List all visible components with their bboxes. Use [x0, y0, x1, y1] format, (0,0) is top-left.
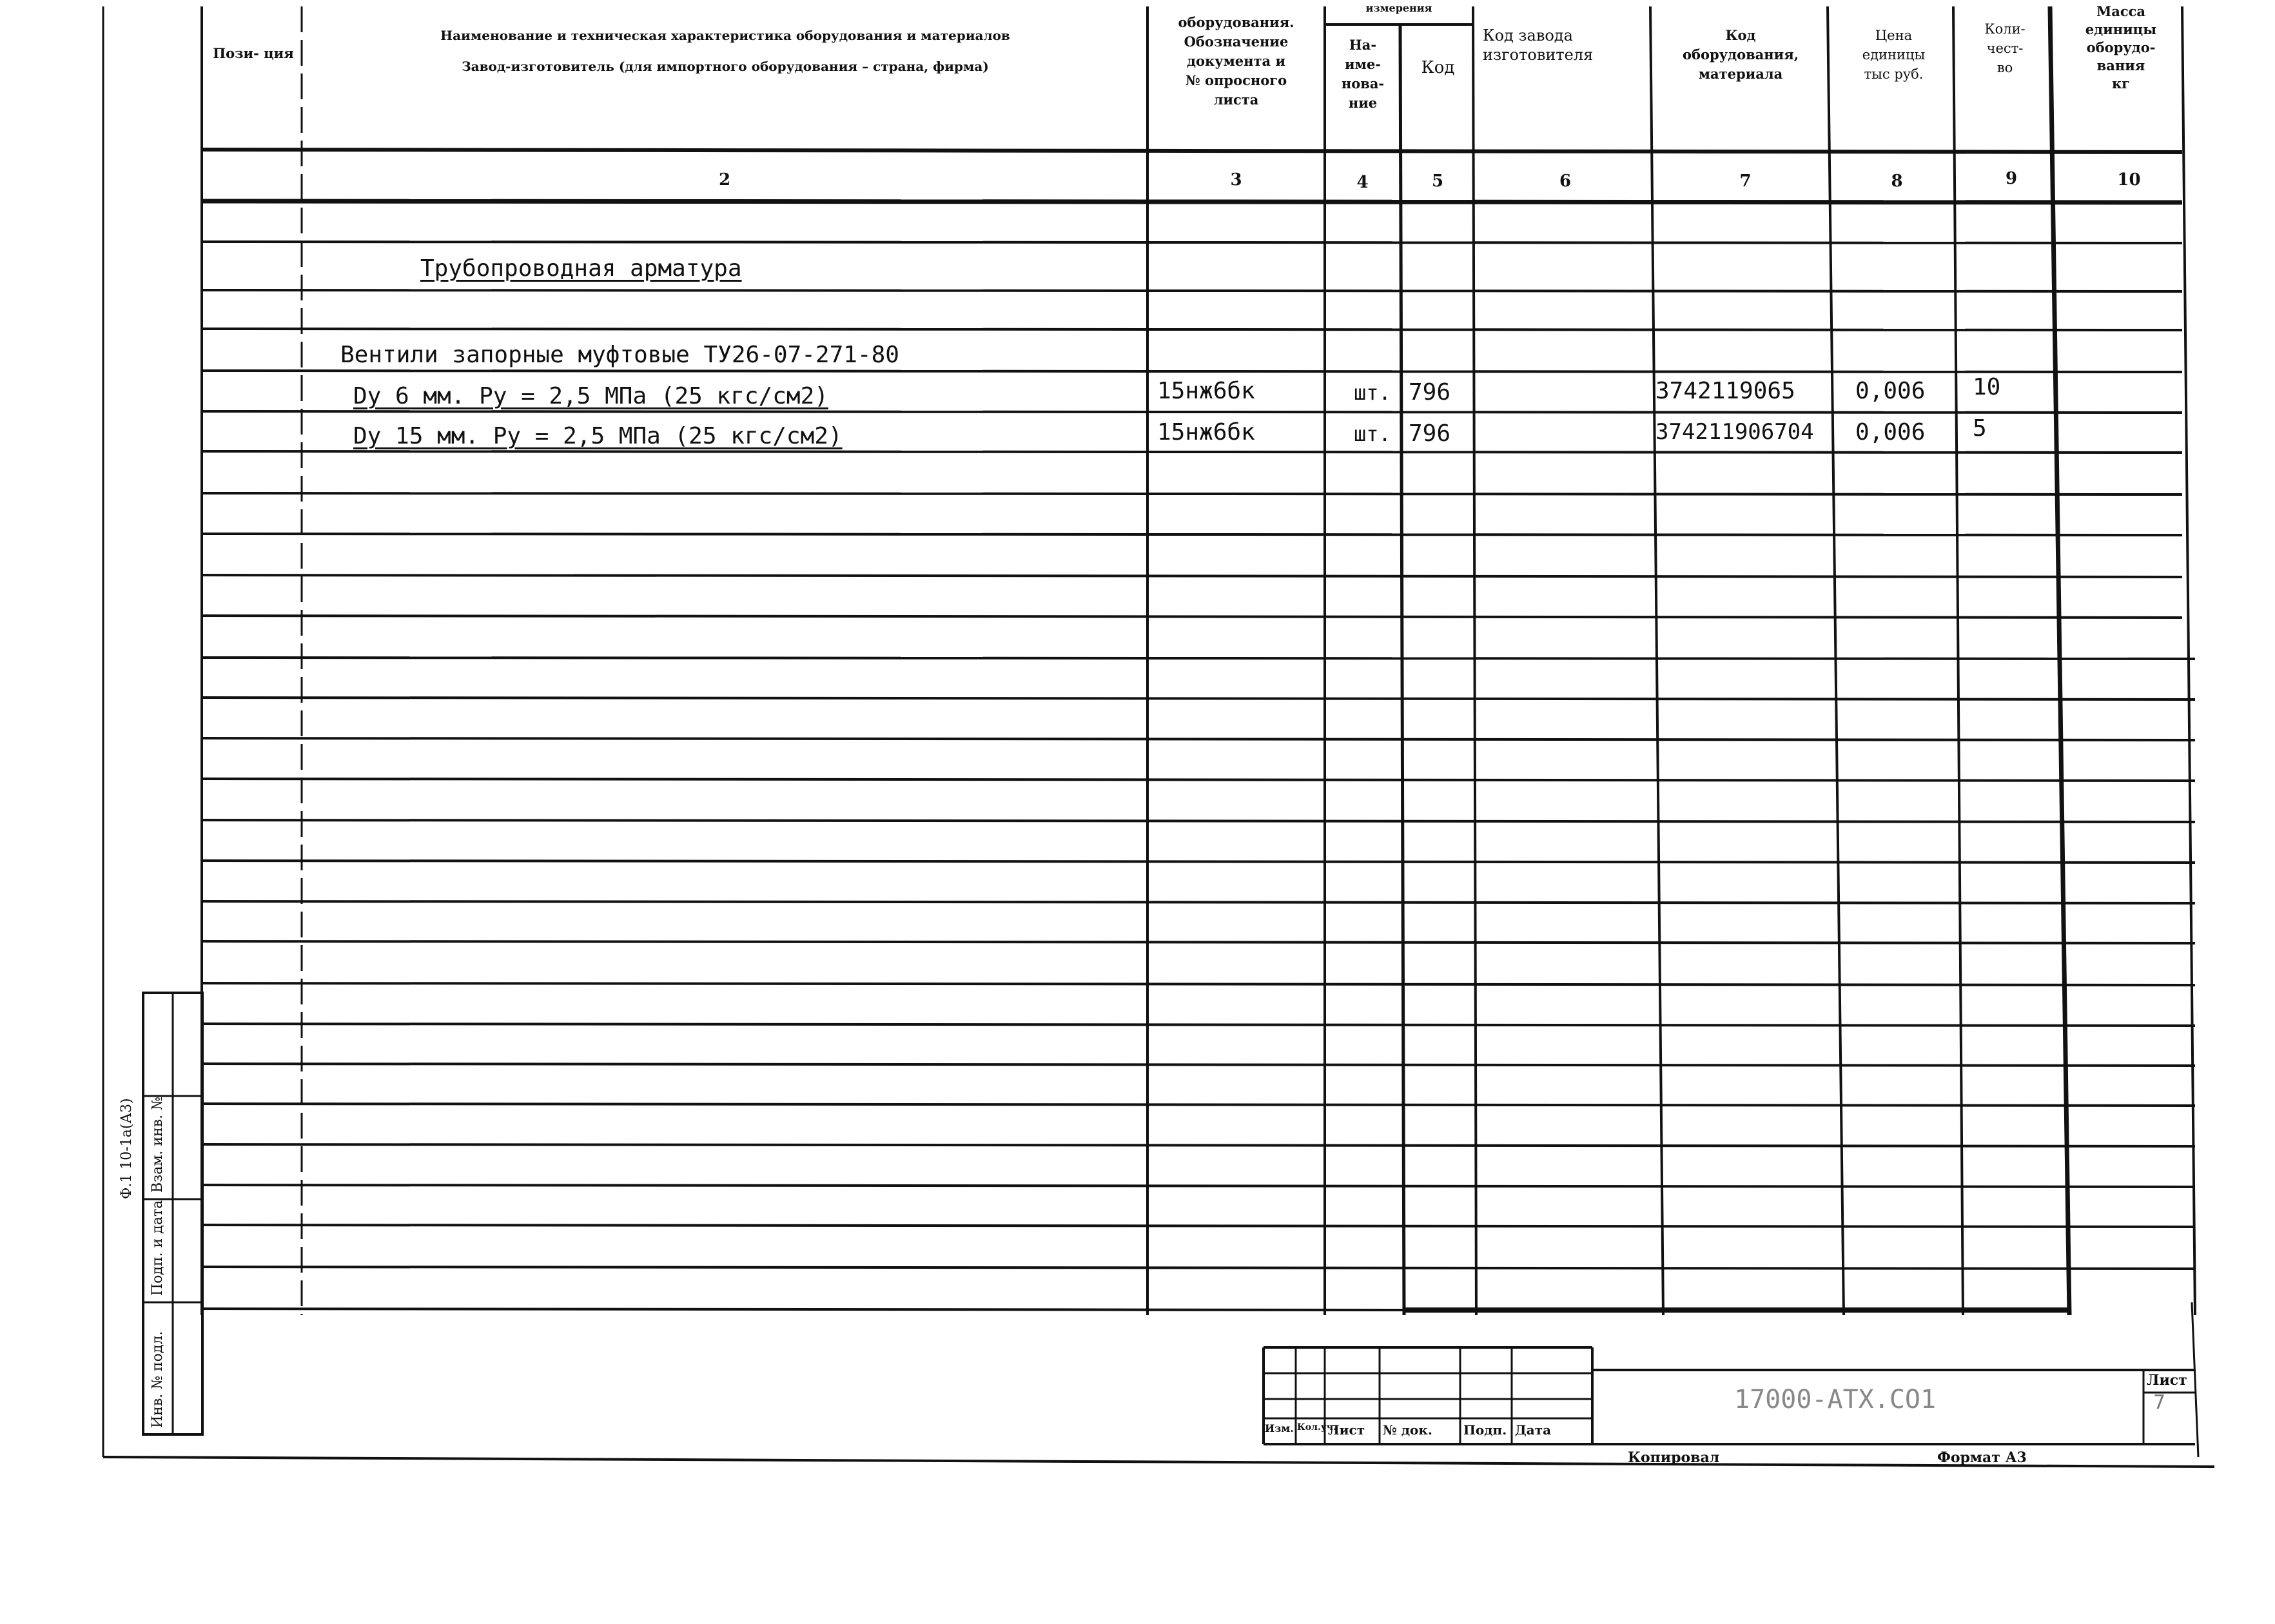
header-type: оборудования. Обозначение документа и № опросного листа	[1178, 14, 1294, 108]
row-1-price: 0,006	[1855, 378, 1926, 404]
title-label-sign: Подп.	[1463, 1422, 1507, 1438]
header-plant-code: Код завода изготовителя	[1483, 26, 1594, 64]
column-number-10: 10	[2117, 170, 2141, 190]
footer-copied: Копировал	[1628, 1449, 1720, 1466]
row-2-unit-code: 796	[1409, 420, 1451, 447]
title-label-date: Дата	[1515, 1422, 1552, 1438]
header-position: Пози- ция	[213, 45, 294, 61]
row-1-material-code: 3742119065	[1655, 378, 1795, 404]
sheet-label: Лист	[2147, 1372, 2187, 1389]
column-number-2: 2	[718, 170, 731, 190]
header-name-line1: Наименование и техническая характеристика оборудования и материалов	[440, 28, 1010, 43]
group-title: Вентили запорные муфтовые ТУ26-07-271-80	[340, 342, 899, 368]
row-1-quantity: 10	[1973, 374, 2001, 400]
column-number-9: 9	[2005, 169, 2018, 188]
column-number-8: 8	[1891, 171, 1903, 191]
document-code: 17000-АТХ.СО1	[1734, 1385, 1937, 1414]
header-mass: Масса единицы оборудо- вания кг	[2085, 3, 2157, 92]
column-number-4: 4	[1356, 173, 1369, 192]
section-title: Трубопроводная арматура	[420, 255, 742, 282]
row-2-unit: шт.	[1354, 422, 1391, 446]
side-sign-date: Подп. и дата	[150, 1200, 166, 1296]
title-label-count: Кол.уч.	[1297, 1422, 1336, 1433]
header-price: Цена единицы тыс руб.	[1862, 28, 1926, 82]
side-inv-original: Инв. № подл.	[150, 1331, 166, 1428]
row-1-unit-code: 796	[1409, 379, 1451, 406]
title-label-change: Изм.	[1265, 1422, 1294, 1434]
row-1-type: 15нж6бк	[1157, 378, 1255, 404]
side-replace-inv: Взам. инв. №	[150, 1097, 166, 1193]
column-number-7: 7	[1739, 171, 1752, 191]
column-number-3: 3	[1230, 170, 1242, 190]
header-material-code: Код оборудования, материала	[1682, 27, 1799, 82]
column-number-6: 6	[1559, 171, 1572, 191]
sheet-number: 7	[2153, 1391, 2166, 1414]
title-label-doc: № док.	[1383, 1422, 1432, 1438]
header-unit-code: Код	[1421, 58, 1455, 77]
header-name-line2: Завод-изготовитель (для импортного оборудования – страна, фирма)	[462, 59, 989, 74]
row-2-material-code: 374211906704	[1655, 419, 1814, 445]
header-unit-group: измерения	[1365, 2, 1432, 14]
row-2-quantity: 5	[1973, 415, 1987, 442]
header-unit-name: На- име- нова- ние	[1341, 37, 1385, 111]
footer-format: Формат А3	[1937, 1449, 2027, 1466]
column-number-5: 5	[1431, 171, 1444, 191]
header-quantity: Коли- чест- во	[1984, 21, 2026, 75]
title-label-sheet: Лист	[1328, 1422, 1365, 1438]
row-1-unit: шт.	[1354, 380, 1391, 405]
row-1-description: Dy 6 мм. Py = 2,5 МПа (25 кгс/см2)	[353, 383, 828, 409]
row-2-description: Dy 15 мм. Py = 2,5 МПа (25 кгс/см2)	[353, 423, 843, 449]
row-2-type: 15нж6бк	[1157, 419, 1255, 445]
side-form-code: Ф.1 10-1а(А3)	[119, 1098, 135, 1199]
row-2-price: 0,006	[1855, 419, 1926, 445]
